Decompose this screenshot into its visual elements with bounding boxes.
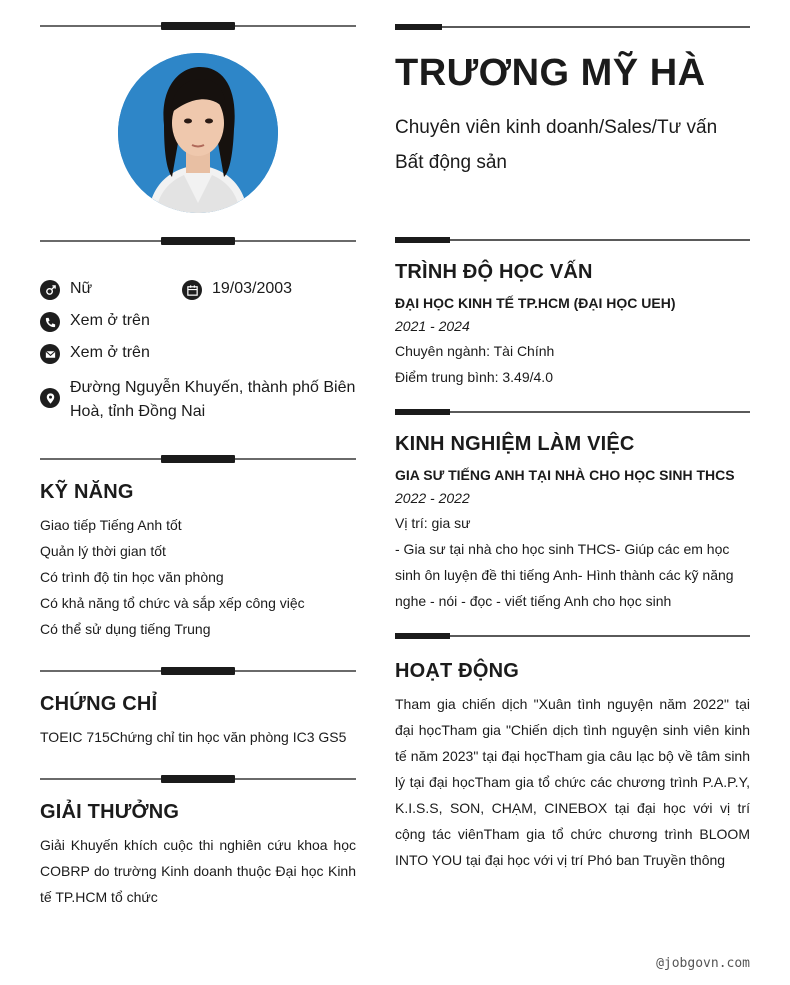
skill-item: Có thể sử dụng tiếng Trung — [40, 621, 211, 637]
skills-title: KỸ NĂNG — [40, 481, 134, 503]
certificates-title: CHỨNG CHỈ — [40, 693, 158, 715]
avatar — [118, 53, 278, 213]
divider — [40, 237, 356, 245]
address-value: Đường Nguyễn Khuyến, thành phố Biên Hoà, tỉnh Đồng Nai — [70, 379, 356, 420]
phone-value: Xem ở trên — [70, 312, 150, 329]
education-school: ĐẠI HỌC KINH TẾ TP.HCM (ĐẠI HỌC UEH) — [395, 295, 676, 311]
divider — [395, 633, 750, 639]
education-period: 2021 - 2024 — [395, 318, 470, 334]
gender-value: Nữ — [70, 280, 93, 297]
email-value: Xem ở trên — [70, 344, 150, 361]
certificates-text: TOEIC 715Chứng chỉ tin học văn phòng IC3 GS5 — [40, 729, 347, 745]
skill-item: Có khả năng tổ chức và sắp xếp công việc — [40, 595, 305, 611]
education-major: Chuyên ngành: Tài Chính — [395, 343, 555, 359]
job-title: Chuyên viên kinh doanh/Sales/Tư vấn Bất động sản — [395, 117, 718, 173]
skill-item: Có trình độ tin học văn phòng — [40, 569, 224, 585]
education-gpa: Điểm trung bình: 3.49/4.0 — [395, 369, 553, 385]
phone-icon — [40, 312, 60, 332]
skills-list — [40, 512, 305, 642]
awards-title: GIẢI THƯỞNG — [40, 801, 180, 823]
experience-title: KINH NGHIỆM LÀM VIỆC — [395, 433, 635, 455]
skill-item: Giao tiếp Tiếng Anh tốt — [40, 517, 182, 533]
activities-text: Tham gia chiến dịch "Xuân tình nguyện năm 2022" tại đại họcTham gia "Chiến dịch tình nguyện sinh viên kinh tế năm 2023" tại đại họcTham gia câu lạc bộ về tâm sinh lý tại đại họcTham gia tổ chức các chương trình P.A.P.Y, K.I.S.S, SON, CHẠM, CINEBOX tại đại học với vị trí cộng tác viênTham gia tổ chức chương trình BLOOM INTO YOU tại đại học với vị trí Phó ban Truyền thông — [395, 696, 750, 868]
birthday-row — [182, 280, 292, 300]
divider — [40, 455, 356, 463]
birthday-value: 19/03/2003 — [212, 280, 293, 297]
experience-position: Vị trí: gia sư — [395, 515, 471, 531]
activities-title: HOẠT ĐỘNG — [395, 660, 520, 682]
education-title: TRÌNH ĐỘ HỌC VẤN — [395, 261, 593, 283]
skill-item: Quản lý thời gian tốt — [40, 543, 166, 559]
divider — [40, 775, 356, 783]
phone-row — [40, 312, 150, 332]
candidate-name: TRƯƠNG MỸ HÀ — [395, 52, 706, 94]
divider — [40, 667, 356, 675]
divider — [395, 24, 750, 30]
gender-icon — [40, 280, 60, 300]
calendar-icon — [182, 280, 202, 300]
experience-description: - Gia sư tại nhà cho học sinh THCS- Giúp các em học sinh ôn luyện đề thi tiếng Anh- Hình thành các kỹ năng nghe - nói - đọc - viết tiếng Anh cho học sinh — [395, 541, 734, 609]
watermark: @jobgovn.com — [656, 956, 750, 971]
gender-row — [40, 280, 92, 300]
email-icon — [40, 344, 60, 364]
experience-role: GIA SƯ TIẾNG ANH TẠI NHÀ CHO HỌC SINH THCS — [395, 467, 735, 483]
location-icon — [40, 388, 60, 408]
divider — [40, 22, 356, 30]
awards-text: Giải Khuyến khích cuộc thi nghiên cứu khoa học COBRP do trường Kinh doanh thuộc Đại học Kinh tế TP.HCM tổ chức — [40, 837, 356, 905]
email-row — [40, 344, 150, 364]
address-row — [40, 376, 356, 424]
experience-period: 2022 - 2022 — [395, 490, 470, 506]
divider — [395, 409, 750, 415]
divider — [395, 237, 750, 243]
